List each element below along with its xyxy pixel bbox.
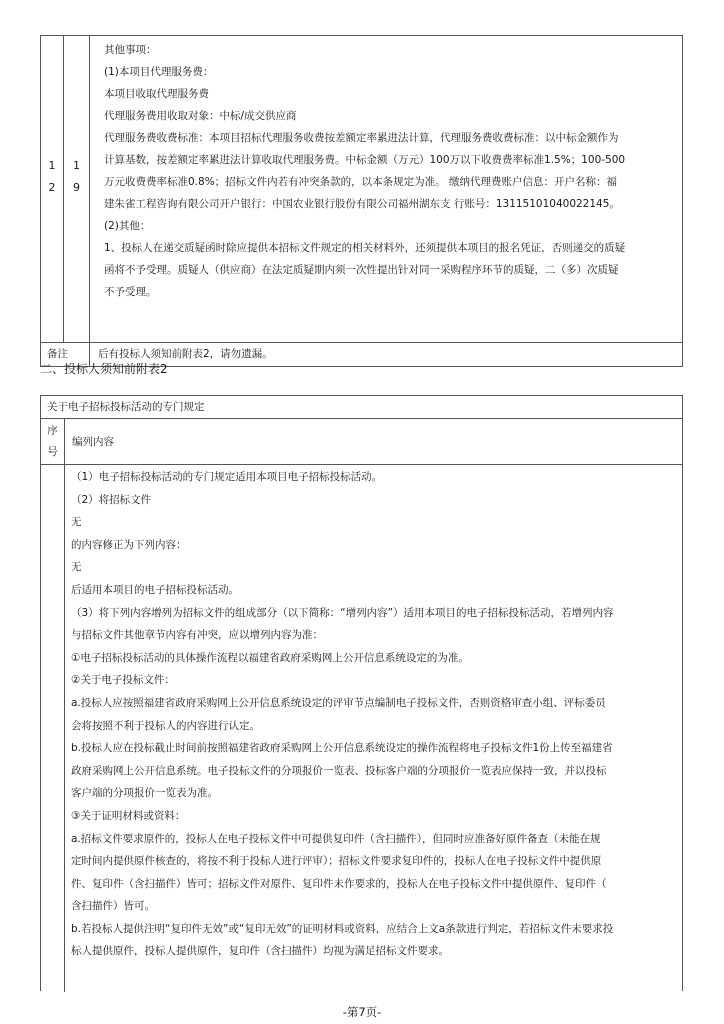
text-line: 无 — [71, 561, 82, 574]
text-line: ③关于证明材料或资料： — [71, 809, 186, 822]
text-line: 无 — [71, 516, 82, 529]
text-line: 含扫描件）皆可。 — [71, 900, 155, 913]
text-line: 其他事项： — [104, 44, 157, 56]
seq-header — [41, 419, 65, 464]
text-line: 代理服务费用收取对象：中标/成交供应商 — [104, 110, 297, 122]
seq-cell — [41, 465, 65, 992]
fee-table — [40, 35, 683, 367]
text-line: 不予受理。 — [104, 286, 157, 298]
text-line: 客户端的分项报价一览表为准。 — [71, 787, 218, 800]
text-line: (2)其他： — [104, 220, 151, 232]
text-line: （1）电子招标投标活动的专门规定适用本项目电子招标投标活动。 — [71, 471, 383, 483]
text-line: （2）将招标文件 — [71, 493, 152, 506]
table-header: 关于电子招标投标活动的专门规定 — [41, 396, 682, 419]
text-line: ①电子招标投标活动的具体操作流程以福建省政府采购网上公开信息系统设定的为准。 — [71, 651, 469, 664]
seq-cell-2 — [64, 36, 90, 342]
text-line: ②关于电子投标文件： — [71, 674, 175, 687]
text-line: 的内容修正为下列内容： — [71, 538, 187, 551]
text-line: b.若投标人提供注明“复印件无效”或“复印无效”的证明材料或资料，应结合上文a条款进行判定，若招标文件未要求投 — [71, 922, 614, 935]
column-header-row — [41, 419, 682, 465]
text-line: 建朱雀工程咨询有限公司开户银行：中国农业银行股份有限公司福州湖东支 行账号：13115101040022145。 — [104, 198, 620, 210]
section-title: 二、投标人须知前附表2 — [40, 362, 168, 376]
text-line: 政府采购网上公开信息系统。电子投标文件的分项报价一览表、投标客户端的分项报价一览表应保持一致，并以投标 — [71, 764, 607, 777]
content-cell — [65, 465, 682, 992]
note-label: 备注 — [41, 343, 90, 366]
text-line: (1)本项目代理服务费： — [104, 66, 214, 78]
text-line: 万元收费费率标准0.8%；招标文件内若有冲突条款的，以本条规定为准。 缴纳代理费账户信息：开户名称：福 — [104, 176, 618, 188]
fee-content — [90, 36, 682, 342]
text-line: a.招标文件要求原件的，投标人在电子投标文件中可提供复印件（含扫描件），但同时应准备好原件备查（未能在规 — [71, 832, 601, 845]
seq-cell-1 — [41, 36, 64, 342]
text-line: （3）将下列内容增列为招标文件的组成部分（以下简称：“增列内容”）适用本项目的电子招标投标活动，若增列内容 — [71, 606, 614, 619]
electronic-bidding-table — [40, 395, 683, 991]
text-line: 件、复印件（含扫描件）皆可；招标文件对原件、复印件未作要求的，投标人在电子投标文件中提供原件、复印件（ — [71, 877, 607, 890]
seq-digit: 1 — [48, 159, 56, 172]
seq-digit: 2 — [48, 181, 56, 194]
page-number: -第7页- — [342, 1005, 382, 1019]
text-line: 计算基数，按差额定率累进法计算收取代理服务费。中标金额（万元）100万以下收费费率标准1.5%；100-500 — [104, 154, 626, 166]
text-line: 1、投标人在递交质疑函时除应提供本招标文件规定的相关材料外，还须提供本项目的报名凭证，否则递交的质疑 — [104, 242, 626, 254]
text-line: 本项目收取代理服务费 — [104, 88, 209, 100]
seq-header-char: 号 — [47, 445, 58, 458]
seq-header-char: 序 — [47, 424, 58, 437]
seq-digit: 9 — [73, 181, 80, 194]
seq-digit: 1 — [73, 159, 80, 172]
text-line: 函将不予受理。质疑人（供应商）在法定质疑期内须一次性提出针对同一采购程序环节的质疑，二（多）次质疑 — [104, 264, 619, 276]
text-line: b.投标人应在投标截止时间前按照福建省政府采购网上公开信息系统设定的操作流程将电子投标文件1份上传至福建省 — [71, 742, 613, 755]
content-row — [41, 465, 682, 992]
text-line: 与招标文件其他章节内容有冲突，应以增列内容为准： — [71, 629, 323, 642]
text-line: 标人提供原件，投标人提供原件，复印件（含扫描件）均视为满足招标文件要求。 — [71, 945, 449, 958]
text-line: a.投标人应按照福建省政府采购网上公开信息系统设定的评审节点编制电子投标文件，否则资格审查小组、评标委员 — [71, 696, 606, 709]
content-header: 编列内容 — [72, 436, 114, 448]
text-line: 定时间内提供原件核查的，将按不利于投标人进行评审）；招标文件要求复印件的，投标人在电子投标文件中提供原 — [71, 855, 602, 868]
text-line: 后适用本项目的电子招标投标活动。 — [71, 583, 239, 596]
text-line: 会将按照不利于投标人的内容进行认定。 — [71, 719, 260, 732]
text-line: 代理服务费收费标准：本项目招标代理服务收费按差额定率累进法计算，代理服务费收费标准：以中标金额作为 — [104, 132, 619, 144]
note-text: 后有投标人须知前附表2，请勿遗漏。 — [98, 348, 273, 360]
fee-row — [41, 36, 682, 343]
